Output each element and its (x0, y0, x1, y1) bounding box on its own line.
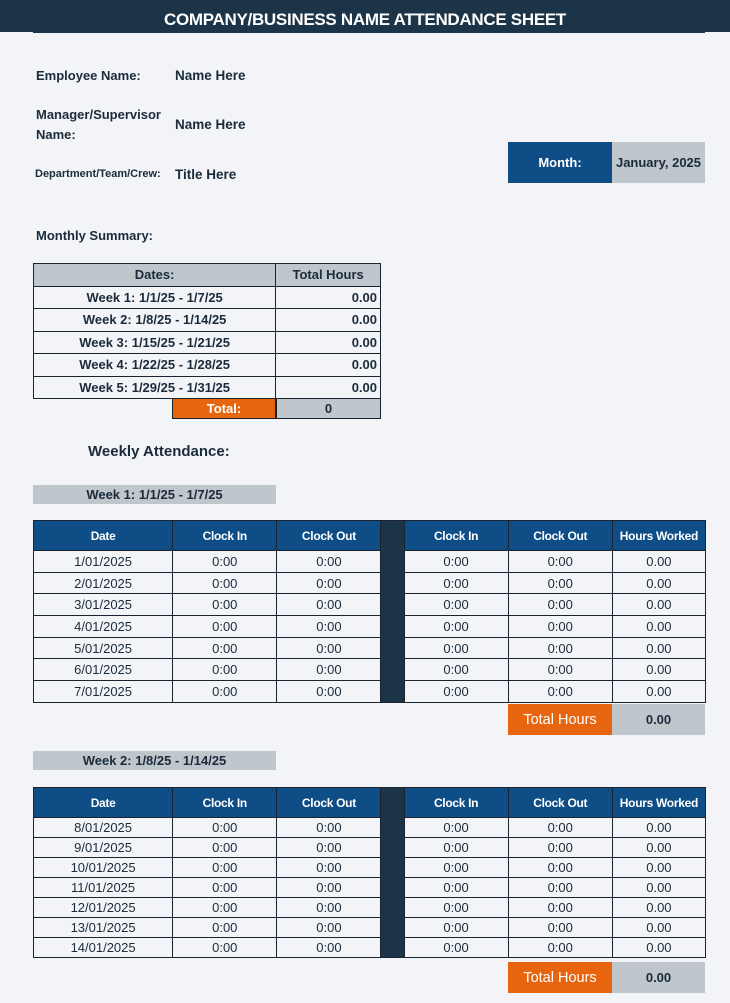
column-separator (381, 551, 404, 573)
date-cell: 6/01/2025 (34, 659, 173, 681)
date-cell: 2/01/2025 (34, 572, 173, 594)
table-row (34, 309, 381, 332)
column-separator (381, 594, 404, 616)
table-row (34, 637, 706, 659)
column-separator (381, 637, 404, 659)
table-row (34, 818, 706, 838)
hours-worked-cell: 0.00 (612, 659, 705, 681)
clock-in-cell[interactable]: 0:00 (404, 878, 508, 898)
clock-in-cell[interactable]: 0:00 (404, 938, 508, 958)
week2-total-value: 0.00 (612, 962, 705, 993)
table-row (34, 594, 706, 616)
clock-in-cell[interactable]: 0:00 (173, 659, 277, 681)
column-separator (381, 659, 404, 681)
table-row (34, 858, 706, 878)
clock-in-cell[interactable]: 0:00 (173, 898, 277, 918)
hours-worked-cell: 0.00 (612, 878, 705, 898)
col-hours-worked: Hours Worked (612, 521, 705, 551)
column-separator (381, 616, 404, 638)
clock-in-cell[interactable]: 0:00 (404, 594, 508, 616)
clock-out-cell[interactable]: 0:00 (508, 572, 612, 594)
table-row (34, 551, 706, 573)
summary-dates-cell: Week 4: 1/22/25 - 1/28/25 (34, 354, 276, 377)
clock-in-cell[interactable]: 0:00 (173, 818, 277, 838)
table-row (34, 286, 381, 309)
department-label: Department/Team/Crew: (35, 168, 161, 180)
clock-in-cell[interactable]: 0:00 (404, 637, 508, 659)
clock-in-cell[interactable]: 0:00 (173, 572, 277, 594)
clock-in-cell[interactable]: 0:00 (404, 918, 508, 938)
clock-in-cell[interactable]: 0:00 (173, 878, 277, 898)
week1-attendance-table (33, 520, 706, 703)
column-separator (381, 818, 404, 838)
column-separator (381, 788, 404, 818)
clock-out-cell[interactable]: 0:00 (508, 858, 612, 878)
monthly-summary-table (33, 263, 381, 399)
weekly-attendance-heading: Weekly Attendance: (88, 443, 230, 460)
clock-out-cell[interactable]: 0:00 (277, 551, 381, 573)
column-separator (381, 858, 404, 878)
table-row (34, 681, 706, 703)
column-separator (381, 838, 404, 858)
clock-out-cell[interactable]: 0:00 (277, 838, 381, 858)
clock-in-cell[interactable]: 0:00 (404, 681, 508, 703)
summary-total-label: Total: (172, 398, 276, 419)
date-cell: 11/01/2025 (34, 878, 173, 898)
col-clock-out-2: Clock Out (508, 788, 612, 818)
clock-out-cell[interactable]: 0:00 (277, 594, 381, 616)
col-clock-in-2: Clock In (404, 788, 508, 818)
clock-out-cell[interactable]: 0:00 (277, 818, 381, 838)
manager-value[interactable]: Name Here (175, 117, 246, 132)
clock-out-cell[interactable]: 0:00 (508, 659, 612, 681)
clock-out-cell[interactable]: 0:00 (277, 681, 381, 703)
clock-in-cell[interactable]: 0:00 (173, 681, 277, 703)
hours-worked-cell: 0.00 (612, 918, 705, 938)
summary-dates-cell: Week 2: 1/8/25 - 1/14/25 (34, 309, 276, 332)
date-cell: 1/01/2025 (34, 551, 173, 573)
clock-out-cell[interactable]: 0:00 (508, 594, 612, 616)
hours-worked-cell: 0.00 (612, 858, 705, 878)
clock-in-cell[interactable]: 0:00 (173, 637, 277, 659)
clock-in-cell[interactable]: 0:00 (173, 838, 277, 858)
table-row (34, 354, 381, 377)
clock-in-cell[interactable]: 0:00 (404, 551, 508, 573)
week2-label: Week 2: 1/8/25 - 1/14/25 (33, 751, 276, 770)
summary-dates-cell: Week 5: 1/29/25 - 1/31/25 (34, 376, 276, 399)
clock-in-cell[interactable]: 0:00 (404, 616, 508, 638)
date-cell: 5/01/2025 (34, 637, 173, 659)
column-separator (381, 681, 404, 703)
week1-total-value: 0.00 (612, 704, 705, 735)
column-separator (381, 898, 404, 918)
table-row (34, 616, 706, 638)
week1-total-label: Total Hours (508, 704, 612, 735)
employee-label: Employee Name: (36, 68, 141, 83)
week2-attendance-table (33, 787, 706, 958)
summary-hours-cell[interactable]: 0.00 (276, 331, 381, 354)
clock-in-cell[interactable]: 0:00 (173, 938, 277, 958)
date-cell: 12/01/2025 (34, 898, 173, 918)
clock-in-cell[interactable]: 0:00 (404, 838, 508, 858)
column-separator (381, 521, 404, 551)
col-date: Date (34, 788, 173, 818)
summary-col-dates: Dates: (34, 264, 276, 287)
col-clock-in-1: Clock In (173, 788, 277, 818)
clock-out-cell[interactable]: 0:00 (277, 637, 381, 659)
col-date: Date (34, 521, 173, 551)
summary-hours-cell[interactable]: 0.00 (276, 354, 381, 377)
hours-worked-cell: 0.00 (612, 898, 705, 918)
table-row (34, 331, 381, 354)
clock-out-cell[interactable]: 0:00 (277, 918, 381, 938)
week2-total-label: Total Hours (508, 962, 612, 993)
clock-in-cell[interactable]: 0:00 (173, 594, 277, 616)
col-clock-in-1: Clock In (173, 521, 277, 551)
table-row (34, 838, 706, 858)
manager-label-line1: Manager/Supervisor (36, 107, 161, 122)
col-hours-worked: Hours Worked (612, 788, 705, 818)
date-cell: 9/01/2025 (34, 838, 173, 858)
clock-out-cell[interactable]: 0:00 (277, 938, 381, 958)
date-cell: 10/01/2025 (34, 858, 173, 878)
clock-in-cell[interactable]: 0:00 (173, 551, 277, 573)
summary-dates-cell: Week 3: 1/15/25 - 1/21/25 (34, 331, 276, 354)
column-separator (381, 878, 404, 898)
date-cell: 3/01/2025 (34, 594, 173, 616)
hours-worked-cell: 0.00 (612, 616, 705, 638)
col-clock-out-2: Clock Out (508, 521, 612, 551)
title-divider (33, 32, 705, 33)
date-cell: 7/01/2025 (34, 681, 173, 703)
week1-label: Week 1: 1/1/25 - 1/7/25 (33, 485, 276, 504)
col-clock-in-2: Clock In (404, 521, 508, 551)
table-row (34, 938, 706, 958)
clock-out-cell[interactable]: 0:00 (508, 838, 612, 858)
clock-out-cell[interactable]: 0:00 (508, 637, 612, 659)
summary-hours-cell[interactable]: 0.00 (276, 376, 381, 399)
clock-in-cell[interactable]: 0:00 (173, 918, 277, 938)
manager-label-line2: Name: (36, 127, 76, 142)
date-cell: 13/01/2025 (34, 918, 173, 938)
date-cell: 8/01/2025 (34, 818, 173, 838)
date-cell: 4/01/2025 (34, 616, 173, 638)
clock-in-cell[interactable]: 0:00 (404, 572, 508, 594)
table-row (34, 572, 706, 594)
table-row (34, 898, 706, 918)
sheet-title: COMPANY/BUSINESS NAME ATTENDANCE SHEET (0, 0, 730, 32)
table-row (34, 918, 706, 938)
column-separator (381, 572, 404, 594)
clock-out-cell[interactable]: 0:00 (508, 681, 612, 703)
hours-worked-cell: 0.00 (612, 551, 705, 573)
clock-in-cell[interactable]: 0:00 (404, 858, 508, 878)
month-value[interactable]: January, 2025 (612, 142, 705, 183)
table-row (34, 376, 381, 399)
hours-worked-cell: 0.00 (612, 637, 705, 659)
summary-hours-cell[interactable]: 0.00 (276, 286, 381, 309)
summary-dates-cell: Week 1: 1/1/25 - 1/7/25 (34, 286, 276, 309)
clock-in-cell[interactable]: 0:00 (404, 659, 508, 681)
table-row (34, 659, 706, 681)
col-clock-out-1: Clock Out (277, 521, 381, 551)
column-separator (381, 938, 404, 958)
clock-in-cell[interactable]: 0:00 (173, 616, 277, 638)
table-row (34, 878, 706, 898)
clock-out-cell[interactable]: 0:00 (508, 938, 612, 958)
clock-out-cell[interactable]: 0:00 (508, 898, 612, 918)
clock-out-cell[interactable]: 0:00 (277, 616, 381, 638)
clock-in-cell[interactable]: 0:00 (404, 818, 508, 838)
clock-in-cell[interactable]: 0:00 (173, 858, 277, 878)
col-clock-out-1: Clock Out (277, 788, 381, 818)
summary-hours-cell[interactable]: 0.00 (276, 309, 381, 332)
month-label: Month: (508, 142, 612, 183)
hours-worked-cell: 0.00 (612, 572, 705, 594)
employee-value[interactable]: Name Here (175, 68, 246, 83)
clock-out-cell[interactable]: 0:00 (277, 659, 381, 681)
hours-worked-cell: 0.00 (612, 594, 705, 616)
hours-worked-cell: 0.00 (612, 818, 705, 838)
department-value[interactable]: Title Here (175, 167, 237, 182)
clock-in-cell[interactable]: 0:00 (404, 898, 508, 918)
summary-total-value: 0 (276, 398, 381, 419)
column-separator (381, 918, 404, 938)
hours-worked-cell: 0.00 (612, 838, 705, 858)
clock-out-cell[interactable]: 0:00 (277, 572, 381, 594)
date-cell: 14/01/2025 (34, 938, 173, 958)
clock-out-cell[interactable]: 0:00 (277, 878, 381, 898)
clock-out-cell[interactable]: 0:00 (508, 616, 612, 638)
hours-worked-cell: 0.00 (612, 938, 705, 958)
clock-out-cell[interactable]: 0:00 (277, 858, 381, 878)
monthly-summary-heading: Monthly Summary: (36, 228, 154, 243)
clock-out-cell[interactable]: 0:00 (508, 878, 612, 898)
summary-col-hours: Total Hours (276, 264, 381, 287)
clock-out-cell[interactable]: 0:00 (508, 918, 612, 938)
clock-out-cell[interactable]: 0:00 (277, 898, 381, 918)
clock-out-cell[interactable]: 0:00 (508, 551, 612, 573)
clock-out-cell[interactable]: 0:00 (508, 818, 612, 838)
hours-worked-cell: 0.00 (612, 681, 705, 703)
